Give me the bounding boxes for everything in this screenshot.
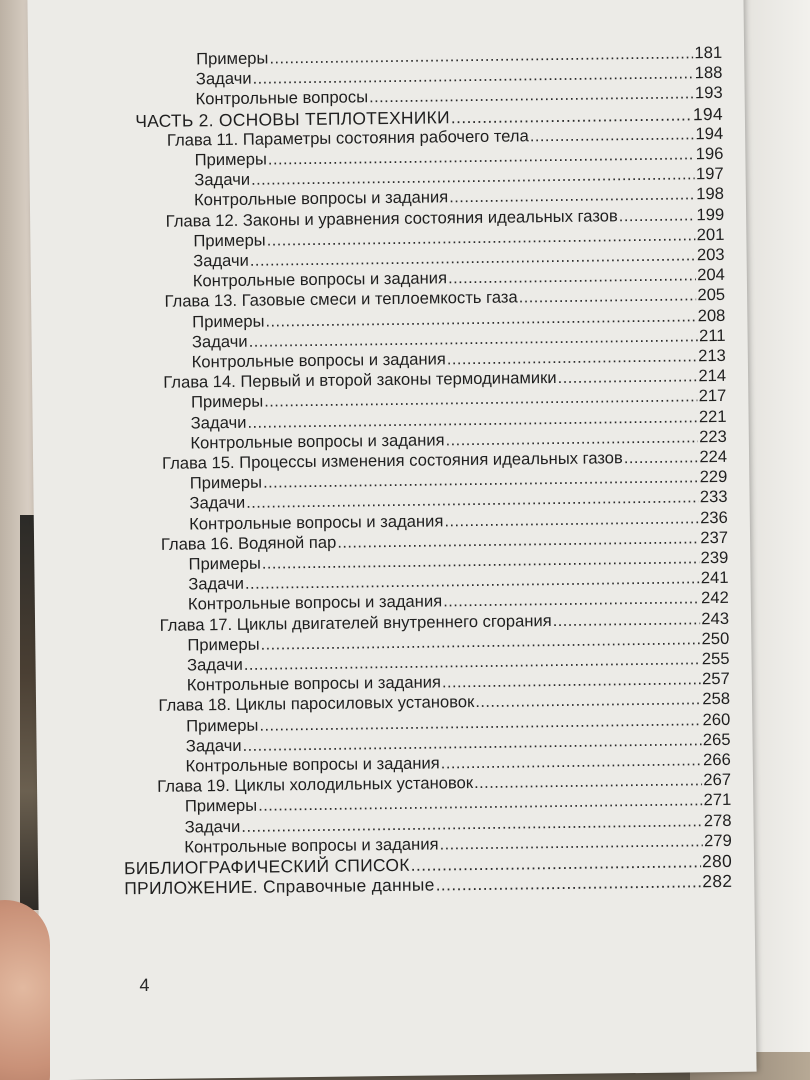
- toc-entry-title: Задачи: [186, 654, 243, 675]
- page-number: 4: [139, 974, 150, 996]
- toc-leader-dots: [619, 206, 696, 226]
- toc-entry-title: Задачи: [189, 493, 246, 513]
- toc-leader-dots: [337, 529, 699, 552]
- toc-entry-page: 229: [699, 467, 728, 487]
- toc-entry-page: 237: [700, 527, 729, 548]
- table-of-contents: [28, 42, 744, 899]
- toc-entry-page: 213: [698, 345, 726, 366]
- toc-entry-title: Примеры: [193, 230, 266, 251]
- toc-entry-page: 194: [695, 123, 724, 144]
- toc-entry-page: 199: [696, 204, 725, 224]
- toc-entry-page: 239: [700, 547, 729, 568]
- toc-entry-page: 258: [702, 689, 731, 709]
- toc-entry-title: Задачи: [193, 250, 249, 271]
- toc-leader-dots: [444, 509, 699, 531]
- toc-entry-page: 197: [695, 164, 724, 184]
- toc-entry-page: 223: [699, 426, 727, 447]
- toc-entry-title: Глава 14. Первый и второй законы термодинамики: [163, 368, 557, 392]
- toc-entry-page: 242: [700, 588, 729, 608]
- toc-entry-page: 279: [703, 830, 732, 851]
- toc-entry-title: Задачи: [194, 169, 251, 190]
- toc-entry-page: 205: [697, 285, 726, 305]
- toc-entry-page: 255: [701, 648, 730, 669]
- toc-entry-page: 278: [703, 810, 732, 830]
- toc-leader-dots: [448, 266, 696, 288]
- toc-entry-title: Задачи: [184, 816, 241, 837]
- toc-entry-title: Глава 12. Законы и уравнения состояния идеальных газов: [165, 205, 618, 231]
- toc-entry-title: ПРИЛОЖЕНИЕ. Справочные данные: [124, 874, 435, 899]
- toc-entry-page: 260: [702, 709, 731, 729]
- book-page: [27, 0, 756, 1080]
- toc-entry-page: 243: [701, 608, 730, 628]
- toc-entry-title: Примеры: [186, 715, 259, 736]
- toc-entry-page: 265: [702, 729, 731, 750]
- toc-entry-title: Примеры: [189, 472, 263, 493]
- toc-entry-page: 217: [698, 386, 727, 406]
- toc-entry-page: 201: [696, 224, 725, 245]
- toc-entry-page: 282: [702, 871, 733, 892]
- toc-entry-page: 221: [698, 406, 727, 426]
- toc-entry-title: Глава 17. Циклы двигателей внутреннего сгорания: [159, 610, 552, 635]
- toc-entry-title: Контрольные вопросы и задания: [186, 672, 442, 695]
- toc-entry-title: Глава 15. Процессы изменения состояния идеальных газов: [161, 448, 623, 473]
- toc-leader-dots: [443, 590, 700, 612]
- toc-entry-page: 203: [696, 244, 725, 265]
- toc-entry-title: Глава 18. Циклы паросиловых установок: [158, 692, 475, 716]
- toc-leader-dots: [624, 448, 699, 468]
- toc-entry-page: 257: [701, 669, 730, 689]
- toc-entry-page: 198: [696, 184, 724, 204]
- toc-entry-title: Задачи: [191, 331, 248, 352]
- toc-leader-dots: [451, 105, 692, 127]
- toc-entry-title: Контрольные вопросы и задания: [191, 349, 446, 372]
- toc-leader-dots: [447, 347, 698, 369]
- toc-entry-page: 280: [701, 850, 733, 872]
- toc-entry-title: Примеры: [188, 553, 261, 574]
- toc-leader-dots: [530, 125, 695, 146]
- toc-leader-dots: [441, 751, 703, 773]
- toc-entry-title: Примеры: [196, 48, 269, 69]
- toc-entry-page: 267: [703, 770, 732, 790]
- toc-entry-page: 266: [702, 749, 731, 770]
- toc-entry-page: 250: [701, 628, 730, 649]
- toc-leader-dots: [411, 852, 702, 874]
- toc-entry-page: 181: [694, 42, 723, 63]
- toc-entry-title: Глава 11. Параметры состояния рабочего тела: [166, 126, 529, 150]
- toc-entry-title: Задачи: [190, 412, 247, 433]
- toc-entry-title: Примеры: [184, 796, 258, 816]
- toc-entry-title: Контрольные вопросы и задания: [190, 430, 445, 453]
- toc-entry-page: 233: [699, 487, 728, 507]
- toc-leader-dots: [445, 428, 698, 450]
- toc-entry-title: Контрольные вопросы и задания: [187, 591, 443, 614]
- toc-entry-page: 204: [697, 265, 725, 285]
- toc-entry-page: 208: [697, 305, 726, 325]
- toc-entry-title: Контрольные вопросы и задания: [193, 187, 449, 210]
- toc-entry-title: Примеры: [187, 634, 260, 655]
- toc-entry-title: Контрольные вопросы и задания: [192, 268, 448, 291]
- toc-entry-page: 194: [692, 103, 723, 124]
- toc-entry-title: Глава 13. Газовые смеси и теплоемкость газа: [164, 287, 518, 312]
- toc-entry-title: Контрольные вопросы и задания: [184, 834, 439, 857]
- toc-entry-title: Глава 19. Циклы холодильных установок: [157, 773, 474, 797]
- toc-entry-title: Задачи: [195, 68, 252, 89]
- toc-leader-dots: [475, 691, 701, 713]
- toc-entry-page: 214: [698, 366, 727, 386]
- thumb: [0, 900, 50, 1080]
- toc-leader-dots: [449, 186, 695, 208]
- toc-entry-page: 236: [700, 507, 728, 527]
- toc-entry-title: Примеры: [192, 311, 265, 332]
- toc-entry-title: ЧАСТЬ 2. ОСНОВЫ ТЕПЛОТЕХНИКИ: [135, 106, 450, 131]
- toc-entry-page: 193: [694, 83, 723, 103]
- toc-entry-title: БИБЛИОГРАФИЧЕСКИЙ СПИСОК: [123, 854, 410, 879]
- toc-entry-title: Задачи: [188, 574, 245, 594]
- toc-entry-page: 188: [694, 63, 723, 83]
- toc-entry-page: 271: [703, 790, 732, 810]
- toc-entry-page: 224: [699, 446, 728, 467]
- toc-entry-title: Контрольные вопросы и задания: [185, 753, 440, 776]
- toc-entry-title: Примеры: [194, 149, 267, 170]
- toc-entry-title: Контрольные вопросы: [195, 87, 369, 109]
- toc-leader-dots: [553, 610, 701, 631]
- toc-entry-page: 241: [700, 568, 729, 588]
- toc-leader-dots: [436, 872, 702, 894]
- toc-leader-dots: [442, 670, 701, 692]
- toc-leader-dots: [558, 367, 698, 388]
- toc-leader-dots: [474, 771, 702, 793]
- toc-entry-title: Примеры: [190, 391, 264, 412]
- toc-entry-page: 196: [695, 143, 724, 164]
- toc-leader-dots: [369, 85, 694, 108]
- toc-leader-dots: [439, 832, 703, 854]
- toc-entry-page: 211: [699, 325, 726, 346]
- toc-entry-title: Глава 16. Водяной пар: [160, 532, 337, 554]
- toc-leader-dots: [519, 287, 697, 308]
- toc-entry-title: Контрольные вопросы и задания: [189, 510, 444, 534]
- toc-entry-title: Задачи: [185, 735, 242, 756]
